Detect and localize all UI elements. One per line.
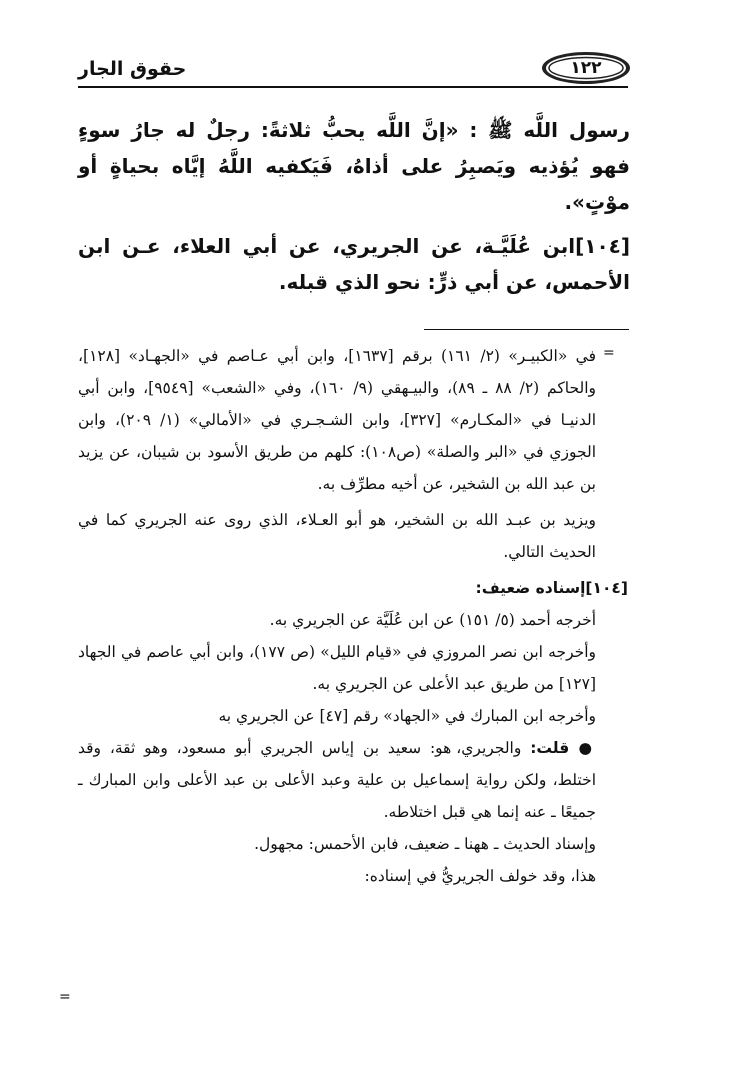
continuation-mark-bottom: =	[59, 989, 71, 1005]
footnote-paragraph: في «الكبيـر» (٢/ ١٦١) برقم [١٦٣٧]، وابن أبي عـاصم في «الجهـاد» [١٢٨]، والحاكم (٢/ ٨٨ ـ ٨٩)، والبيـهقي (٩/ ١٦٠)، وفي «الشعب» [٩٥٤٩]، وابن أبي الدنيـا في «المكـارم» [٣٢٧]، وابن الشـجـري في «الأمالي» (١/ ٢٠٩)، وابن الجوزي في «البر والصلة» (ص١٠٨): كلهم من طريق الأسود بن شيبان، عن يزيد بن عبد الله بن الشخير، عن أخيه مطرِّف به.	[78, 347, 597, 493]
footnote-paragraph	[78, 732, 596, 828]
footnote-paragraph: وإسناد الحديث ـ ههنا ـ ضعيف، فابن الأحمس: مجهول.	[254, 835, 596, 853]
header-divider	[78, 86, 628, 88]
running-head: حقوق الجار	[78, 58, 187, 80]
footnote-paragraph: وأخرجه ابن المبارك في «الجهاد» رقم [٤٧] عن الجريري به	[218, 707, 596, 725]
hadith-paragraph: رسول اللَّه ﷺ : «إنَّ اللَّه يحبُّ ثلاثةً: رجلٌ له جارُ سوءٍ فهو يُؤذيه ويَصبِرُ على أذاهُ، فَيَكفيه اللَّهُ إيَّاه بحياةٍ أو موْتٍ».	[78, 118, 630, 214]
footnote-paragraph: هذا، وقد خولف الجريريُّ في إسناده:	[364, 867, 596, 885]
continuation-mark: =	[603, 345, 615, 361]
page-number-badge	[540, 50, 632, 86]
footnote-paragraph: أخرجه أحمد (٥/ ١٥١) عن ابن عُلَيَّة عن الجريري به.	[269, 611, 596, 629]
footnote-text: والجريري، هو: سعيد بن إياس الجريري أبو مسعود، وهو ثقة، وقد اختلط، ولكن رواية إسماعيل بن علية وعبد الأعلى بن عبد الأعلى وابن المبارك ـ جميعًا ـ عنه إنما هي قبل اختلاطه.	[78, 739, 596, 821]
footnote-paragraph: ويزيد بن عبـد الله بن الشخير، هو أبو العـلاء، الذي روى عنه الجريري كما في الحديث التالي.	[78, 511, 596, 561]
footnotes	[78, 340, 628, 892]
page-number: ١٢٢	[570, 58, 602, 78]
qult-label: ● قلت:	[530, 739, 596, 757]
footnote-paragraph: وأخرجه ابن نصر المروزي في «قيام الليل» (ص ١٧٧)، وابن أبي عاصم في الجهاد [١٢٧] من طريق عبد الأعلى عن الجريري به.	[78, 643, 596, 693]
footnote-divider	[424, 329, 629, 330]
footnote-ref-heading	[78, 572, 628, 604]
hadith-paragraph: [١٠٤]ابن عُلَيَّـة، عن الجريري، عن أبي العلاء، عـن ابن الأحمس، عن أبي ذرٍّ: نحو الذي قبله.	[78, 234, 630, 294]
footnote-ref-label: [١٠٤]إسناده ضعيف:	[475, 579, 628, 597]
main-text	[78, 112, 630, 300]
